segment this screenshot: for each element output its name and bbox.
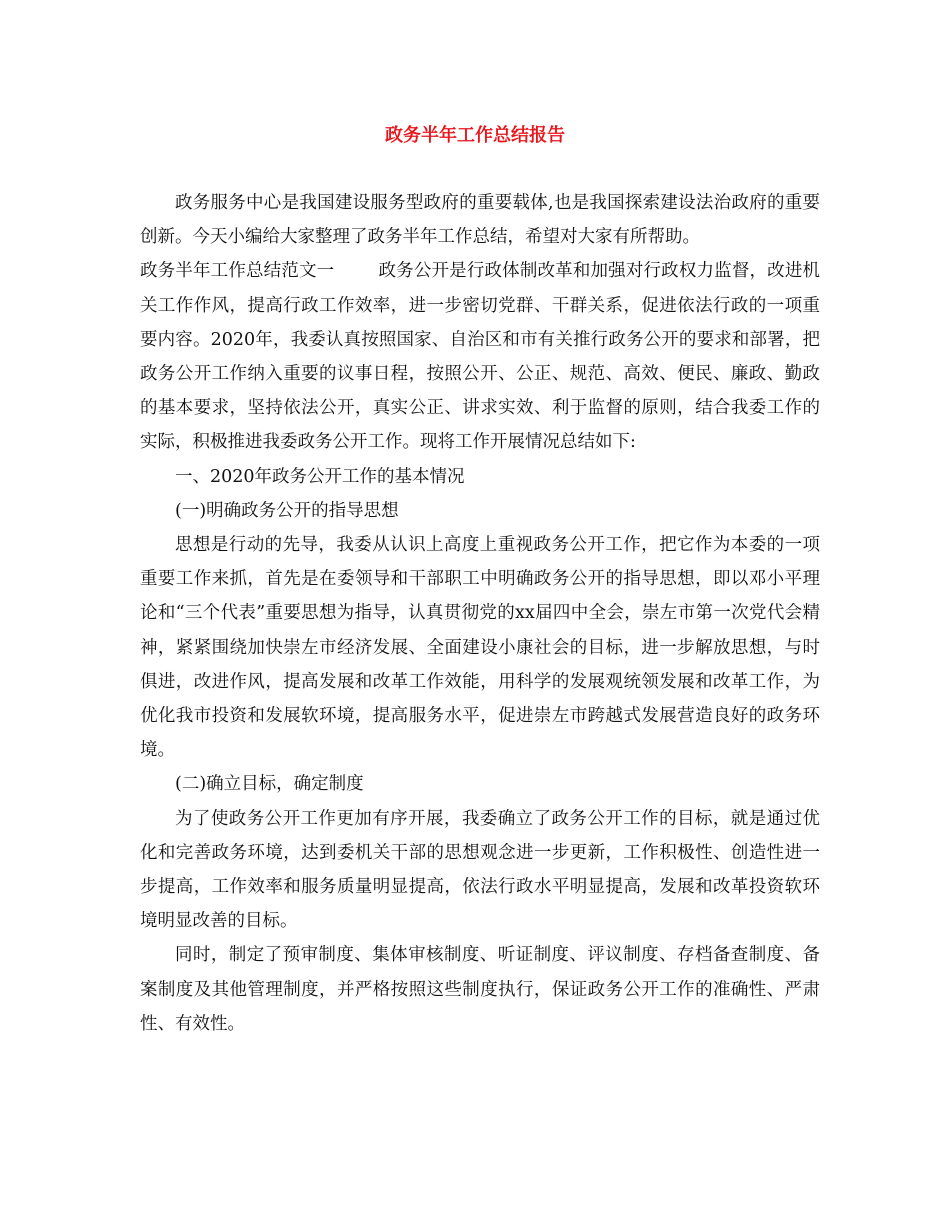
intro-paragraph: 政务服务中心是我国建设服务型政府的重要载体,也是我国探索建设法治政府的重要创新。今天小编给大家整理了政务半年工作总结，希望对大家有所帮助。 [140, 193, 820, 248]
sub2-paragraph-1: 为了使政务公开工作更加有序开展，我委确立了政务公开工作的目标，就是通过优化和完善政务环境，达到委机关干部的思想观念进一步更新，工作积极性、创造性进一步提高，工作效率和服务质量明显提高，依法行政水平明显提高，发展和改革投资软环境明显改善的目标。 [140, 808, 820, 932]
sub1-paragraph: 思想是行动的先导，我委从认识上高度上重视政务公开工作，把它作为本委的一项重要工作来抓，首先是在委领导和干部职工中明确政务公开的指导思想，即以邓小平理论和“三个代表”重要思想为指导，认真贯彻党的xx届四中全会，崇左市第一次党代会精神，紧紧围绕加快崇左市经济发展、全面建设小康社会的目标，进一步解放思想，与时俱进，改进作风，提高发展和改革工作效能，用科学的发展观统领发展和改革工作，为优化我市投资和发展软环境，提高服务水平，促进崇左市跨越式发展营造良好的政务环境。 [140, 535, 820, 761]
sample-opening-paragraph [140, 254, 820, 459]
sub2-paragraph-2: 同时，制定了预审制度、集体审核制度、听证制度、评议制度、存档备查制度、备案制度及其他管理制度，并严格按照这些制度执行，保证政务公开工作的准确性、严肃性、有效性。 [140, 945, 820, 1034]
document-title: 政务半年工作总结报告 [385, 125, 565, 146]
document-body [140, 186, 820, 1041]
sub1-heading: (一)明确政务公开的指导思想 [175, 500, 399, 521]
sample-opening-text: 政务公开是行政体制改革和加强对行政权力监督，改进机关工作作风，提高行政工作效率，进一步密切党群、干群关系，促进依法行政的一项重要内容。2020年，我委认真按照国家、自治区和市有关推行政务公开的要求和部署，把政务公开工作纳入重要的议事日程，按照公开、公正、规范、高效、便民、廉政、勤政的基本要求，坚持依法公开，真实公正、讲求实效、利于监督的原则，结合我委工作的实际，积极推进我委政务公开工作。现将工作开展情况总结如下: [140, 261, 821, 453]
section1-heading: 一、2020年政务公开工作的基本情况 [175, 466, 465, 487]
sub2-heading: (二)确立目标，确定制度 [175, 774, 364, 795]
sample-heading: 政务半年工作总结范文一 [140, 261, 335, 282]
